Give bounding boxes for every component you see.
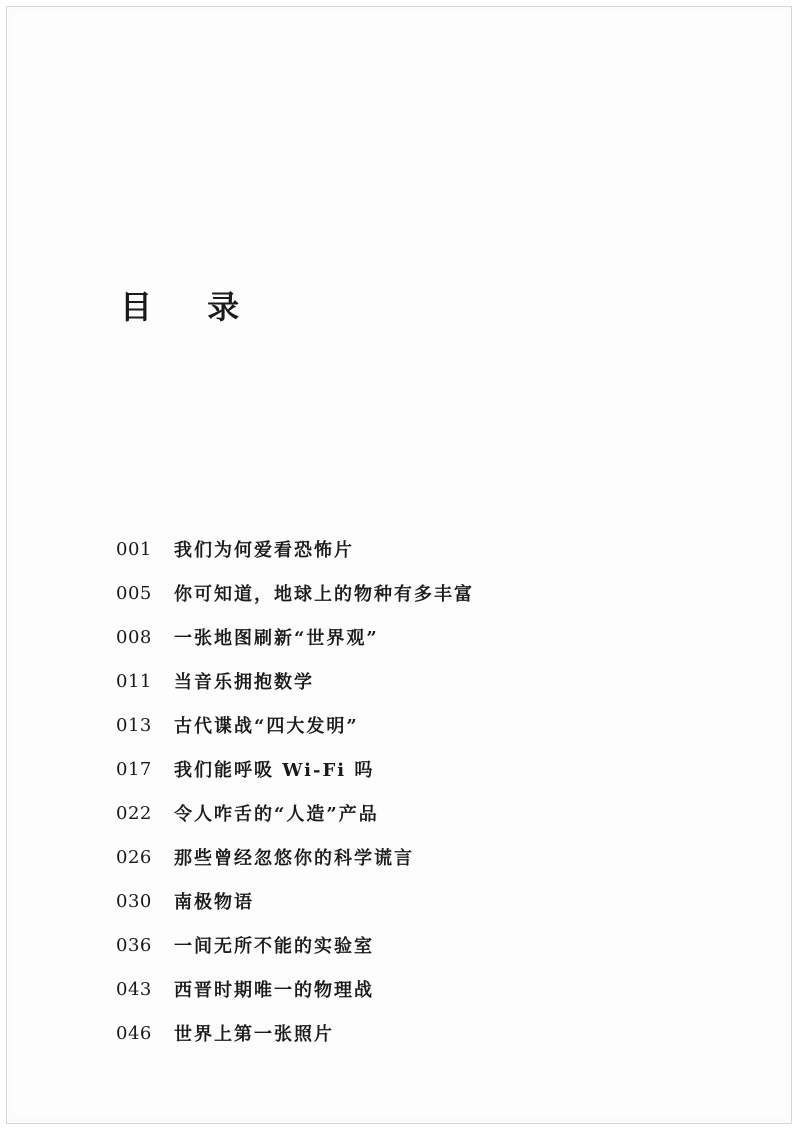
toc-chapter-title: 我们为何爱看恐怖片 <box>174 540 354 561</box>
toc-chapter-title: 世界上第一张照片 <box>174 1024 334 1045</box>
toc-page-number: 005 <box>116 582 152 604</box>
toc-page-number: 026 <box>116 846 152 868</box>
toc-page-number: 013 <box>116 714 152 736</box>
toc-page-number: 046 <box>116 1022 152 1044</box>
toc-entry <box>116 835 474 879</box>
toc-entry <box>116 1011 474 1055</box>
toc-page-number: 008 <box>116 626 152 648</box>
toc-page-number: 043 <box>116 978 152 1000</box>
toc-chapter-title: 那些曾经忽悠你的科学谎言 <box>174 848 414 869</box>
toc-entry <box>116 791 474 835</box>
toc-chapter-title: 你可知道，地球上的物种有多丰富 <box>174 584 474 605</box>
toc-chapter-title: 西晋时期唯一的物理战 <box>174 980 374 1001</box>
toc-chapter-title: 当音乐拥抱数学 <box>174 672 314 693</box>
toc-entry <box>116 703 474 747</box>
toc-chapter-title: 南极物语 <box>174 892 254 913</box>
toc-chapter-title: 古代谍战“四大发明” <box>174 716 359 737</box>
toc-page-number: 022 <box>116 802 152 824</box>
toc-entry <box>116 923 474 967</box>
toc-page-number: 017 <box>116 758 152 780</box>
toc-chapter-title: 我们能呼吸 Wi-Fi 吗 <box>174 760 375 781</box>
toc-entry <box>116 615 474 659</box>
toc-page-number: 001 <box>116 538 152 560</box>
toc-entry <box>116 967 474 1011</box>
toc-entry <box>116 527 474 571</box>
toc-page-number: 030 <box>116 890 152 912</box>
toc-chapter-title: 令人咋舌的“人造”产品 <box>174 804 379 825</box>
toc-chapter-title: 一张地图刷新“世界观” <box>174 628 379 649</box>
toc-page-number: 036 <box>116 934 152 956</box>
toc-page-number: 011 <box>116 670 152 692</box>
toc-chapter-title: 一间无所不能的实验室 <box>174 936 374 957</box>
toc-entry <box>116 571 474 615</box>
toc-entry <box>116 659 474 703</box>
book-page <box>12 12 786 1116</box>
toc-entry <box>116 879 474 923</box>
table-of-contents <box>116 527 474 1055</box>
page-title: 目 录 <box>120 288 262 326</box>
toc-entry <box>116 747 474 791</box>
